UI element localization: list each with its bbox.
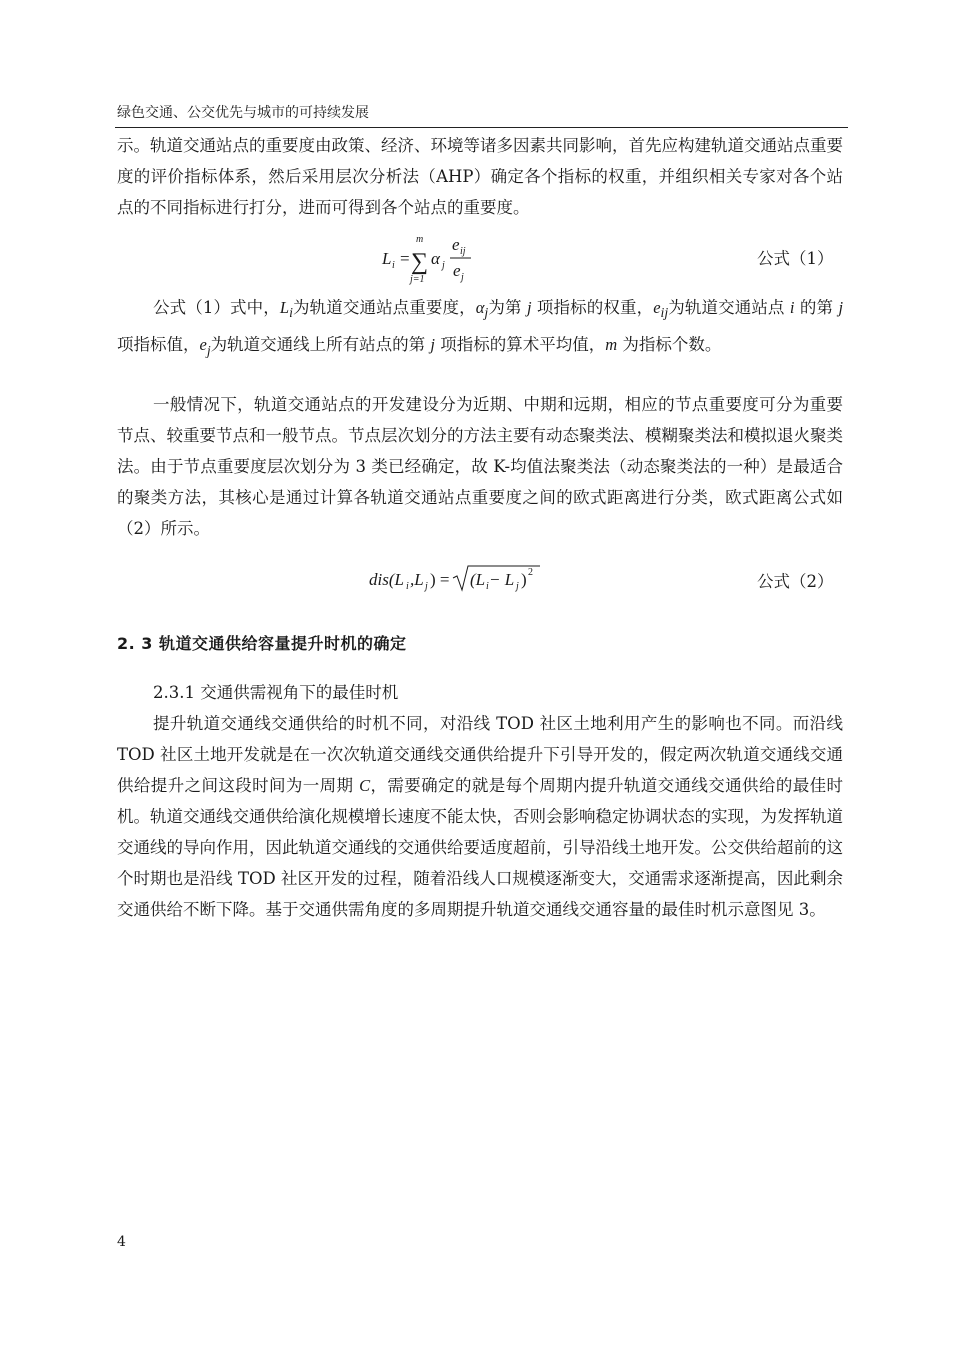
formula-2 <box>0 560 959 616</box>
f1-eq: = <box>400 249 410 268</box>
section-heading: 2. 3 轨道交通供给容量提升时机的确定 <box>117 634 407 653</box>
f1-sum-bottom: j=1 <box>410 274 425 285</box>
formula-1 <box>0 226 959 285</box>
f2-minus: − L <box>489 570 515 589</box>
paragraph-4 <box>117 708 843 925</box>
f2-sub-j: j <box>425 581 428 592</box>
p4-text-a: 提升轨道交通线交通供给的时机不同，对沿线 TOD 社区土地利用产生的影响也不同。而沿线 TOD 社区土地开发就是在一次次轨道交通线交通供给提升下引导开发的，假定两次轨道交通线交通供给提升之间这段时间为一周期 <box>117 714 843 795</box>
var-e-sub-j: j <box>206 342 211 358</box>
running-header: 绿色交通、公交优先与城市的可持续发展 <box>117 105 369 121</box>
var-e: e <box>653 298 661 317</box>
p2-text-i: 项指标的算术平均值， <box>440 335 606 355</box>
f1-den-sub: j <box>461 272 464 283</box>
f1-num-sub: ij <box>460 246 466 257</box>
f2-inner-sub-j: j <box>516 581 519 592</box>
var-j-3: j <box>430 335 435 355</box>
paragraph-2 <box>117 292 843 367</box>
f1-sum-top: m <box>416 234 424 245</box>
paragraph-1: 示。轨道交通站点的重要度由政策、经济、环境等诸多因素共同影响，首先应构建轨道交通站点重要度的评价指标体系，然后采用层次分析法（AHP）确定各个指标的权重，并组织相关专家对各个站点的不同指标进行打分，进而可得到各个站点的重要度。 <box>117 136 843 217</box>
p2-text-d: 项指标的权重， <box>536 298 654 317</box>
var-alpha-sub-j: j <box>484 305 489 321</box>
var-L-sub-i: i <box>289 305 293 321</box>
f1-alpha-sub: j <box>442 260 445 271</box>
f2-close: ) = <box>430 570 450 589</box>
f1-den: e <box>453 261 461 280</box>
p2-text-j: 为指标个数。 <box>622 335 722 355</box>
f1-num: e <box>452 235 460 254</box>
f1-alpha: α <box>431 249 440 268</box>
var-alpha: α <box>475 298 485 317</box>
var-m: m <box>605 335 618 355</box>
page-number: 4 <box>117 1234 126 1250</box>
f1-lhs: L <box>382 249 392 268</box>
paragraph-3: 一般情况下，轨道交通站点的开发建设分为近期、中期和远期，相应的节点重要度可分为重要节点、较重要节点和一般节点。节点层次划分的方法主要有动态聚类法、模糊聚类法和模拟退火聚类法。由于节点重要度层次划分为 3 类已经确定，故 K-均值法聚类法（动态聚类法的一种）是最适合的聚类方法，其核心是通过计算各轨道交通站点重要度之间的欧式距离进行分类，欧式距离公式如（2）所示。 <box>117 395 843 538</box>
var-j-1: j <box>526 298 532 317</box>
f1-lhs-sub: i <box>392 260 395 271</box>
f2-lhs: dis(L <box>369 570 404 589</box>
f2-inner-sub-i: i <box>486 581 489 592</box>
f2-sub-i: i <box>406 581 409 592</box>
p2-text-f: 的第 <box>799 298 834 317</box>
p2-text-g: 项指标值， <box>117 335 200 355</box>
f2-power: 2 <box>528 567 533 578</box>
p2-text-b: 为轨道交通站点重要度， <box>292 298 476 317</box>
header-rule <box>115 127 848 128</box>
formula-2-label: 公式（2） <box>757 572 834 591</box>
var-e-sub-ij: ij <box>660 305 669 321</box>
var-L: L <box>279 298 290 317</box>
p2-text-a: 公式（1）式中， <box>153 298 280 317</box>
var-e-2: e <box>199 335 207 355</box>
formula-1-label: 公式（1） <box>757 249 834 268</box>
var-i: i <box>789 298 795 317</box>
var-C: C <box>359 776 371 795</box>
f1-sigma: ∑ <box>411 249 429 275</box>
f2-inner-close: ) <box>521 570 527 589</box>
subsection-heading: 2.3.1 交通供需视角下的最佳时机 <box>153 683 399 702</box>
f2-comma: ,L <box>410 570 424 589</box>
p2-text-e: 为轨道交通站点 <box>668 298 785 317</box>
p2-text-h: 为轨道交通线上所有站点的第 <box>210 335 426 355</box>
p4-text-b: ，需要确定的就是每个周期内提升轨道交通线交通供给的最佳时机。轨道交通线交通供给演化规模增长速度不能太快，否则会影响稳定协调状态的实现，为发挥轨道交通线的导向作用，因此轨道交通线的交通供给要适度超前，引导沿线土地开发。公交供给超前的这个时期也是沿线 TOD 社区开发的过程，随着沿线人口规模逐渐变大，交通需求逐渐提高，因此剩余交通供给不断下降。基于交通供需角度的多周期提升轨道交通线交通容量的最佳时机示意图见 3。 <box>117 776 844 919</box>
f2-inner-open: (L <box>470 570 486 589</box>
p2-text-c: 为第 <box>488 298 522 317</box>
var-j-2: j <box>838 298 844 317</box>
